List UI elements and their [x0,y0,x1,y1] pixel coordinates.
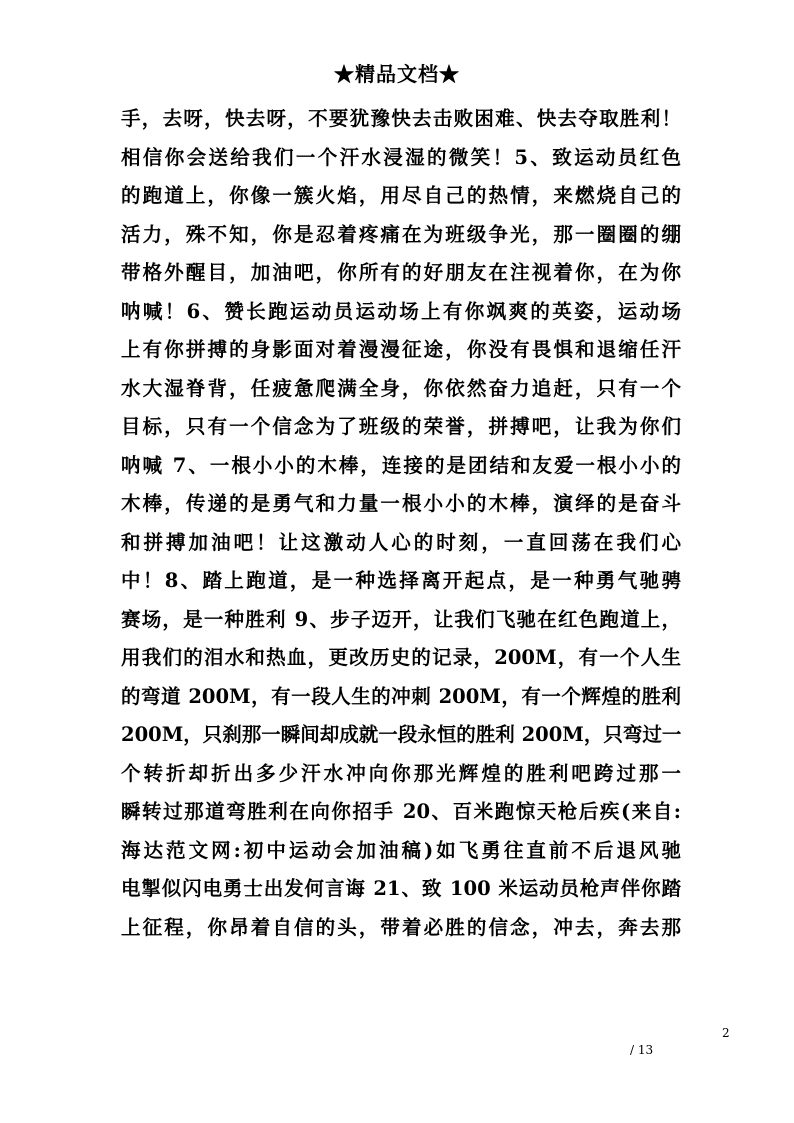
text-line: 目标，只有一个信念为了班级的荣誉，拼搏吧，让我为你们 [121,415,681,438]
document-body [121,100,681,947]
text-line: 水大湿脊背，任疲惫爬满全身，你依然奋力追赶，只有一个 [121,376,681,400]
text-line: 相信你会送给我们一个汗水浸湿的微笑！5、致运动员红色 [121,145,681,169]
text-line: 和拼搏加油吧！让这激动人心的时刻，一直回荡在我们心 [121,530,681,554]
text-line: 木棒，传递的是勇气和力量一根小小的木棒，演绎的是奋斗 [121,492,681,515]
document-header: ★精品文档★ [334,62,460,86]
text-line: 用我们的泪水和热血，更改历史的记录，200M，有一个人生 [121,646,681,669]
text-line: 上有你拼搏的身影面对着漫漫征途，你没有畏惧和退缩任汗 [121,338,681,361]
text-line: 呐喊 7、一根小小的木棒，连接的是团结和友爱一根小小的 [121,453,681,477]
text-line: 呐喊！6、赞长跑运动员运动场上有你飒爽的英姿，运动场 [121,299,681,323]
text-line: 的弯道 200M，有一段人生的冲刺 200M，有一个辉煌的胜利 [121,684,681,708]
text-line: 带格外醒目，加油吧，你所有的好朋友在注视着你，在为你 [121,261,681,284]
text-line: 的跑道上，你像一簇火焰，用尽自己的热情，来燃烧自己的 [121,184,681,207]
text-line: 海达范文网:初中运动会加油稿)如飞勇往直前不后退风驰 [121,838,681,862]
text-line: 中！8、踏上跑道，是一种选择离开起点，是一种勇气驰骋 [121,569,681,592]
text-line: 电掣似闪电勇士出发何言诲 21、致 100 米运动员枪声伴你踏 [121,877,681,900]
text-line: 200M，只刹那一瞬间却成就一段永恒的胜利 200M，只弯过一 [121,723,681,746]
page-total: / 13 [630,1043,654,1057]
text-line: 活力，殊不知，你是忍着疼痛在为班级争光，那一圈圈的绷 [121,222,681,246]
text-line: 个转折却折出多少汗水冲向你那光辉煌的胜利吧跨过那一 [121,761,681,785]
text-line: 赛场，是一种胜利 9、步子迈开，让我们飞驰在红色跑道上， [121,607,681,631]
text-line: 上征程，你昂着自信的头，带着必胜的信念，冲去，奔去那 [121,915,681,939]
text-line: 瞬转过那道弯胜利在向你招手 20、百米跑惊天枪后疾(来自: [121,800,681,823]
page-number: 2 [722,1026,730,1040]
text-line: 手，去呀，快去呀，不要犹豫快去击败困难、快去夺取胜利！ [121,107,681,130]
